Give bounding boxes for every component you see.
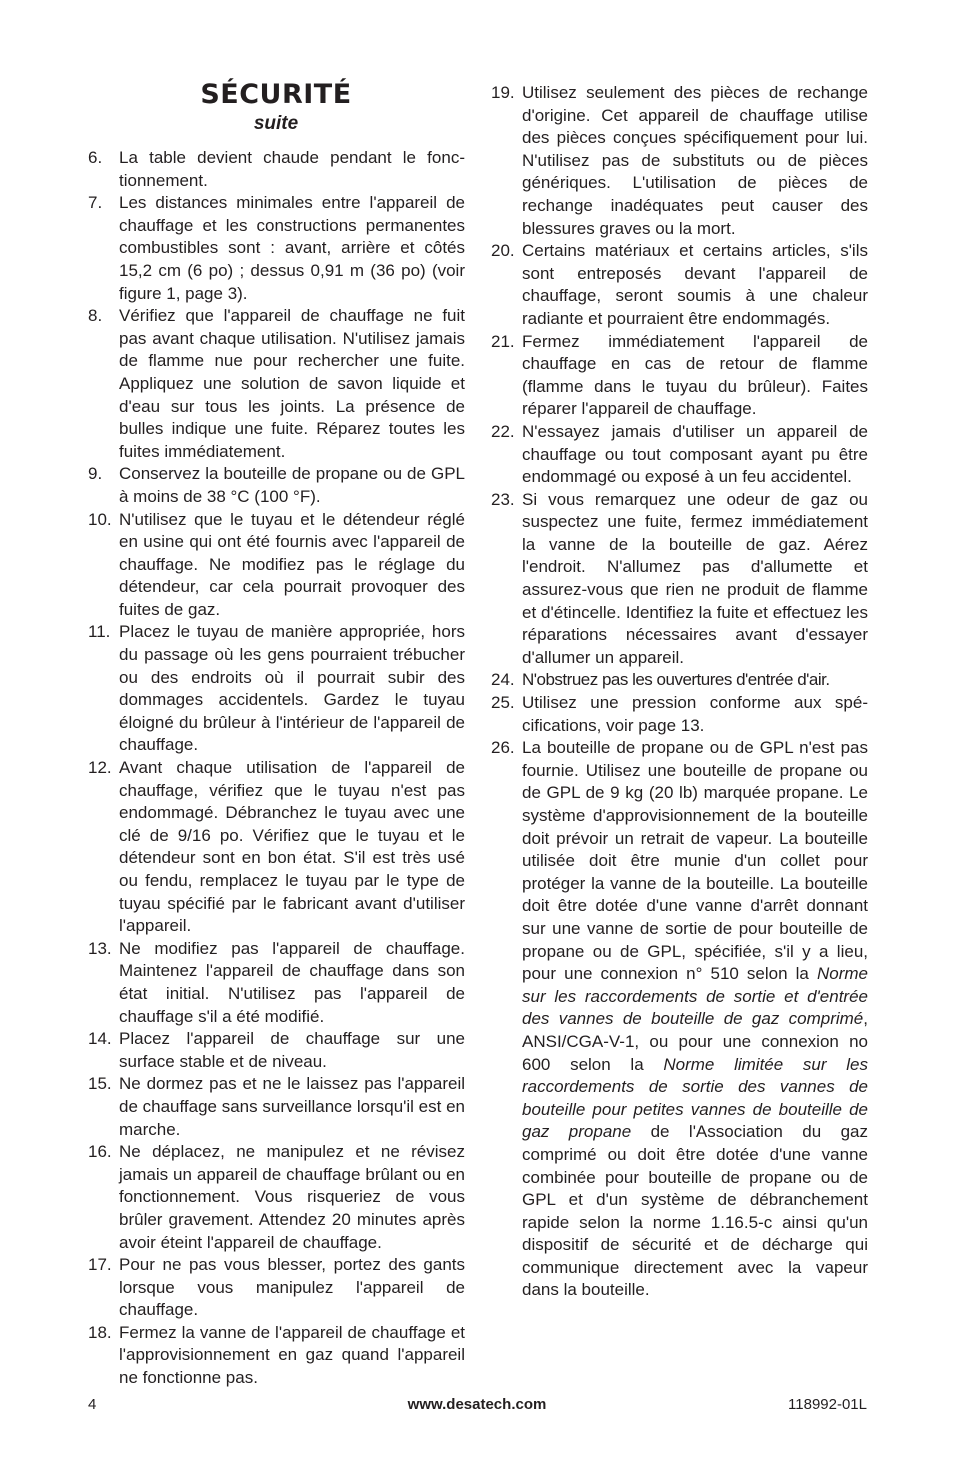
item-text: Utilisez seulement des pièces de rechange d'origine. Cet appareil de chauffage utilise des pièces conçues spécifiquement pour lui. N'utilisez pas de substituts ou de pièces génériques. L'utilisation de pièces de rechange inadéquates peut causer des blessures graves ou la mort. xyxy=(522,83,868,238)
item-number: 21. xyxy=(491,331,515,351)
page-subtitle: suite xyxy=(253,113,299,134)
list-item xyxy=(88,147,465,192)
list-item xyxy=(88,938,465,1028)
item-number: 14. xyxy=(88,1029,112,1049)
safety-list-left xyxy=(88,147,465,1390)
item-number: 6. xyxy=(88,148,103,167)
item-text-part: La bouteille de propane ou de GPL n'est pas fournie. Utilisez une bouteille de propane ou de GPL de 9 kg (20 lb) marquée propane. Le système d'approvisionnement de la bouteille doit prévoir un retrait de vapeur. La bouteille utilisée doit être munie d'un collet pour protéger la vanne de la bouteille. La bouteille doit être dotée d'une vanne d'arrêt donnant sur une vanne de sortie de pour bouteille de propane ou de GPL, spécifiée, s'il y a lieu, pour une connexion n° 510 selon la xyxy=(522,738,868,984)
list-item xyxy=(88,305,465,463)
item-number: 18. xyxy=(88,1322,112,1342)
list-item xyxy=(88,192,465,305)
item-text: Ne déplacez, ne manipulez et ne révisez jamais un appareil de chauffage brûlant ou en fonctionnement. Vous risqueriez de vous brûler gravement. Attendez 20 minutes après avoir éteint l'appareil de chauffage. xyxy=(119,1142,465,1252)
item-number: 7. xyxy=(88,193,103,213)
item-text: Fermez immédiatement l'appareil de chauffage en cas de retour de flamme (flamme dans le tuyau du brûleur). Faites réparer l'appareil de chauffage. xyxy=(522,331,868,419)
standard-title-cga: Norme sur les raccordements de sortie et d'entrée des vannes de bouteille de gaz comprimé xyxy=(522,964,868,1029)
list-item xyxy=(88,1028,465,1073)
item-text: N'obstruez pas les ouvertures d'entrée d'air. xyxy=(522,670,830,690)
item-number: 10. xyxy=(88,509,112,529)
item-number: 20. xyxy=(491,241,515,261)
item-text: Placez l'appareil de chauffage sur une surface stable et de niveau. xyxy=(119,1029,465,1071)
item-text: Vérifiez que l'appareil de chauffage ne fuit pas avant chaque utilisation. N'utilisez jamais de flamme nue pour rechercher une fuite. Appliquez une solution de savon liquide et d'eau sur tous les joints. La présence de bulles indique une fuite. Réparez toutes les fuites immédiatement. xyxy=(119,306,465,461)
item-number: 11. xyxy=(88,622,111,642)
list-item xyxy=(491,421,868,489)
list-item xyxy=(88,621,465,757)
item-text: Ne modifiez pas l'appareil de chauffage. Maintenez l'appareil de chauffage dans son état initial. N'utilisez pas l'appareil de chauffage s'il a été modifié. xyxy=(119,938,465,1026)
item-text: Les distances minimales entre l'appareil de chauffage et les constructions permanentes combustibles sont : avant, arrière et côtés 15,2 cm (6 po) ; dessus 0,91 m (36 po) (voir figure 1, page 3). xyxy=(119,193,465,303)
list-item xyxy=(491,737,868,1302)
item-text-part: de l'Association du gaz comprimé ou doit être dotée d'une vanne combinée pour bouteille de propane ou de GPL et d'un système de débranchement rapide selon la norme 1.16.5-c ainsi qu'un dispositif de sécurité et de décharge qui communique directement avec la vapeur dans la bouteille. xyxy=(522,1122,868,1300)
list-item xyxy=(491,489,868,670)
page-number: 4 xyxy=(88,1396,97,1413)
item-number: 12. xyxy=(88,758,112,778)
list-item xyxy=(88,463,465,508)
item-number: 17. xyxy=(88,1255,112,1275)
item-text: Placez le tuyau de manière appropriée, hors du passage où les gens pourraient trébucher ou des endroits où il pourrait subir des dommages accidentels. Gardez le tuyau éloigné du brûleur à l'intérieur de l'appareil de chauffage. xyxy=(119,622,465,755)
list-item xyxy=(88,757,465,938)
list-item xyxy=(88,1141,465,1254)
item-number: 16. xyxy=(88,1142,112,1162)
item-number: 9. xyxy=(88,464,103,484)
item-text: Ne dormez pas et ne le laissez pas l'appareil de chauffage sans surveillance lorsqu'il est en marche. xyxy=(119,1074,465,1139)
item-text: Avant chaque utilisation de l'appareil de chauffage, vérifiez que le tuyau n'est pas endommagé. Débranchez le tuyau avec une clé de 9/16 po. Vérifiez que le tuyau et le détendeur sont en bon état. S'il est très usé ou fendu, remplacez le tuyau par le type de tuyau spécifié par le fabricant avant d'utiliser l'appareil. xyxy=(119,758,465,936)
item-text: Certains matériaux et certains articles, s'ils sont entreposés devant l'appareil de chauffage, seront soumis à une chaleur radiante et pourraient être endommagés. xyxy=(522,241,868,328)
item-text: La table devient chaude pendant le fonctionnement. xyxy=(119,148,465,190)
item-number: 19. xyxy=(491,83,515,102)
item-text: Conservez la bouteille de propane ou de GPL à moins de 38 °C (100 °F). xyxy=(119,464,465,506)
item-text: Si vous remarquez une odeur de gaz ou suspectez une fuite, fermez immédiatement la vanne de la bouteille de gaz. Aérez l'endroit. N'allumez pas d'allumette et assurez-vous que rien ne produit de flamme et d'étincelle. Identifiez la fuite et effectuez les réparations nécessaires avant d'essayer d'allumer un appareil. xyxy=(522,489,868,667)
list-item xyxy=(88,1322,465,1390)
list-item xyxy=(491,240,868,330)
list-item xyxy=(88,509,465,622)
list-item xyxy=(491,692,868,737)
item-text-part: , ANSI/CGA-V-1, ou pour une connexion no 600 selon la xyxy=(522,1009,868,1074)
item-text xyxy=(522,737,868,1302)
section-heading xyxy=(88,78,464,136)
document-code: 118992-01L xyxy=(788,1396,867,1413)
safety-list-right xyxy=(491,82,868,1302)
item-text: N'utilisez que le tuyau et le détendeur réglé en usine qui ont été fournis avec l'appareil de chauffage. Ne modifiez pas le réglage du détendeur, car cela pourrait provoquer des fuites de gaz. xyxy=(119,509,465,619)
item-text: Fermez la vanne de l'appareil de chauffage et l'approvisionnement en gaz quand l'appareil ne fonctionne pas. xyxy=(119,1322,465,1388)
item-text: Utilisez une pression conforme aux spécifications, voir page 13. xyxy=(522,693,868,735)
item-number: 25. xyxy=(491,693,515,713)
list-item xyxy=(88,1254,465,1322)
page-title: SÉCURITÉ xyxy=(200,79,352,110)
item-text: Pour ne pas vous blesser, portez des gants lorsque vous manipulez l'appareil de chauffage. xyxy=(119,1255,465,1320)
item-number: 24. xyxy=(491,670,515,690)
list-item xyxy=(491,82,868,240)
list-item xyxy=(491,669,868,692)
item-number: 26. xyxy=(491,738,515,758)
item-number: 22. xyxy=(491,421,515,441)
item-text: N'essayez jamais d'utiliser un appareil de chauffage ou tout composant ayant pu être endommagé ou exposé à un feu accidentel. xyxy=(522,421,868,487)
item-number: 23. xyxy=(491,489,515,509)
item-number: 15. xyxy=(88,1074,112,1094)
item-number: 8. xyxy=(88,306,103,326)
item-number: 13. xyxy=(88,938,112,958)
standard-title-propane: Norme limitée sur les raccordements de sortie des vannes de bouteille pour petites vannes de bouteille de gaz propane xyxy=(522,1054,868,1142)
list-item xyxy=(88,1073,465,1141)
list-item xyxy=(491,331,868,421)
website-url: www.desatech.com xyxy=(407,1396,547,1413)
